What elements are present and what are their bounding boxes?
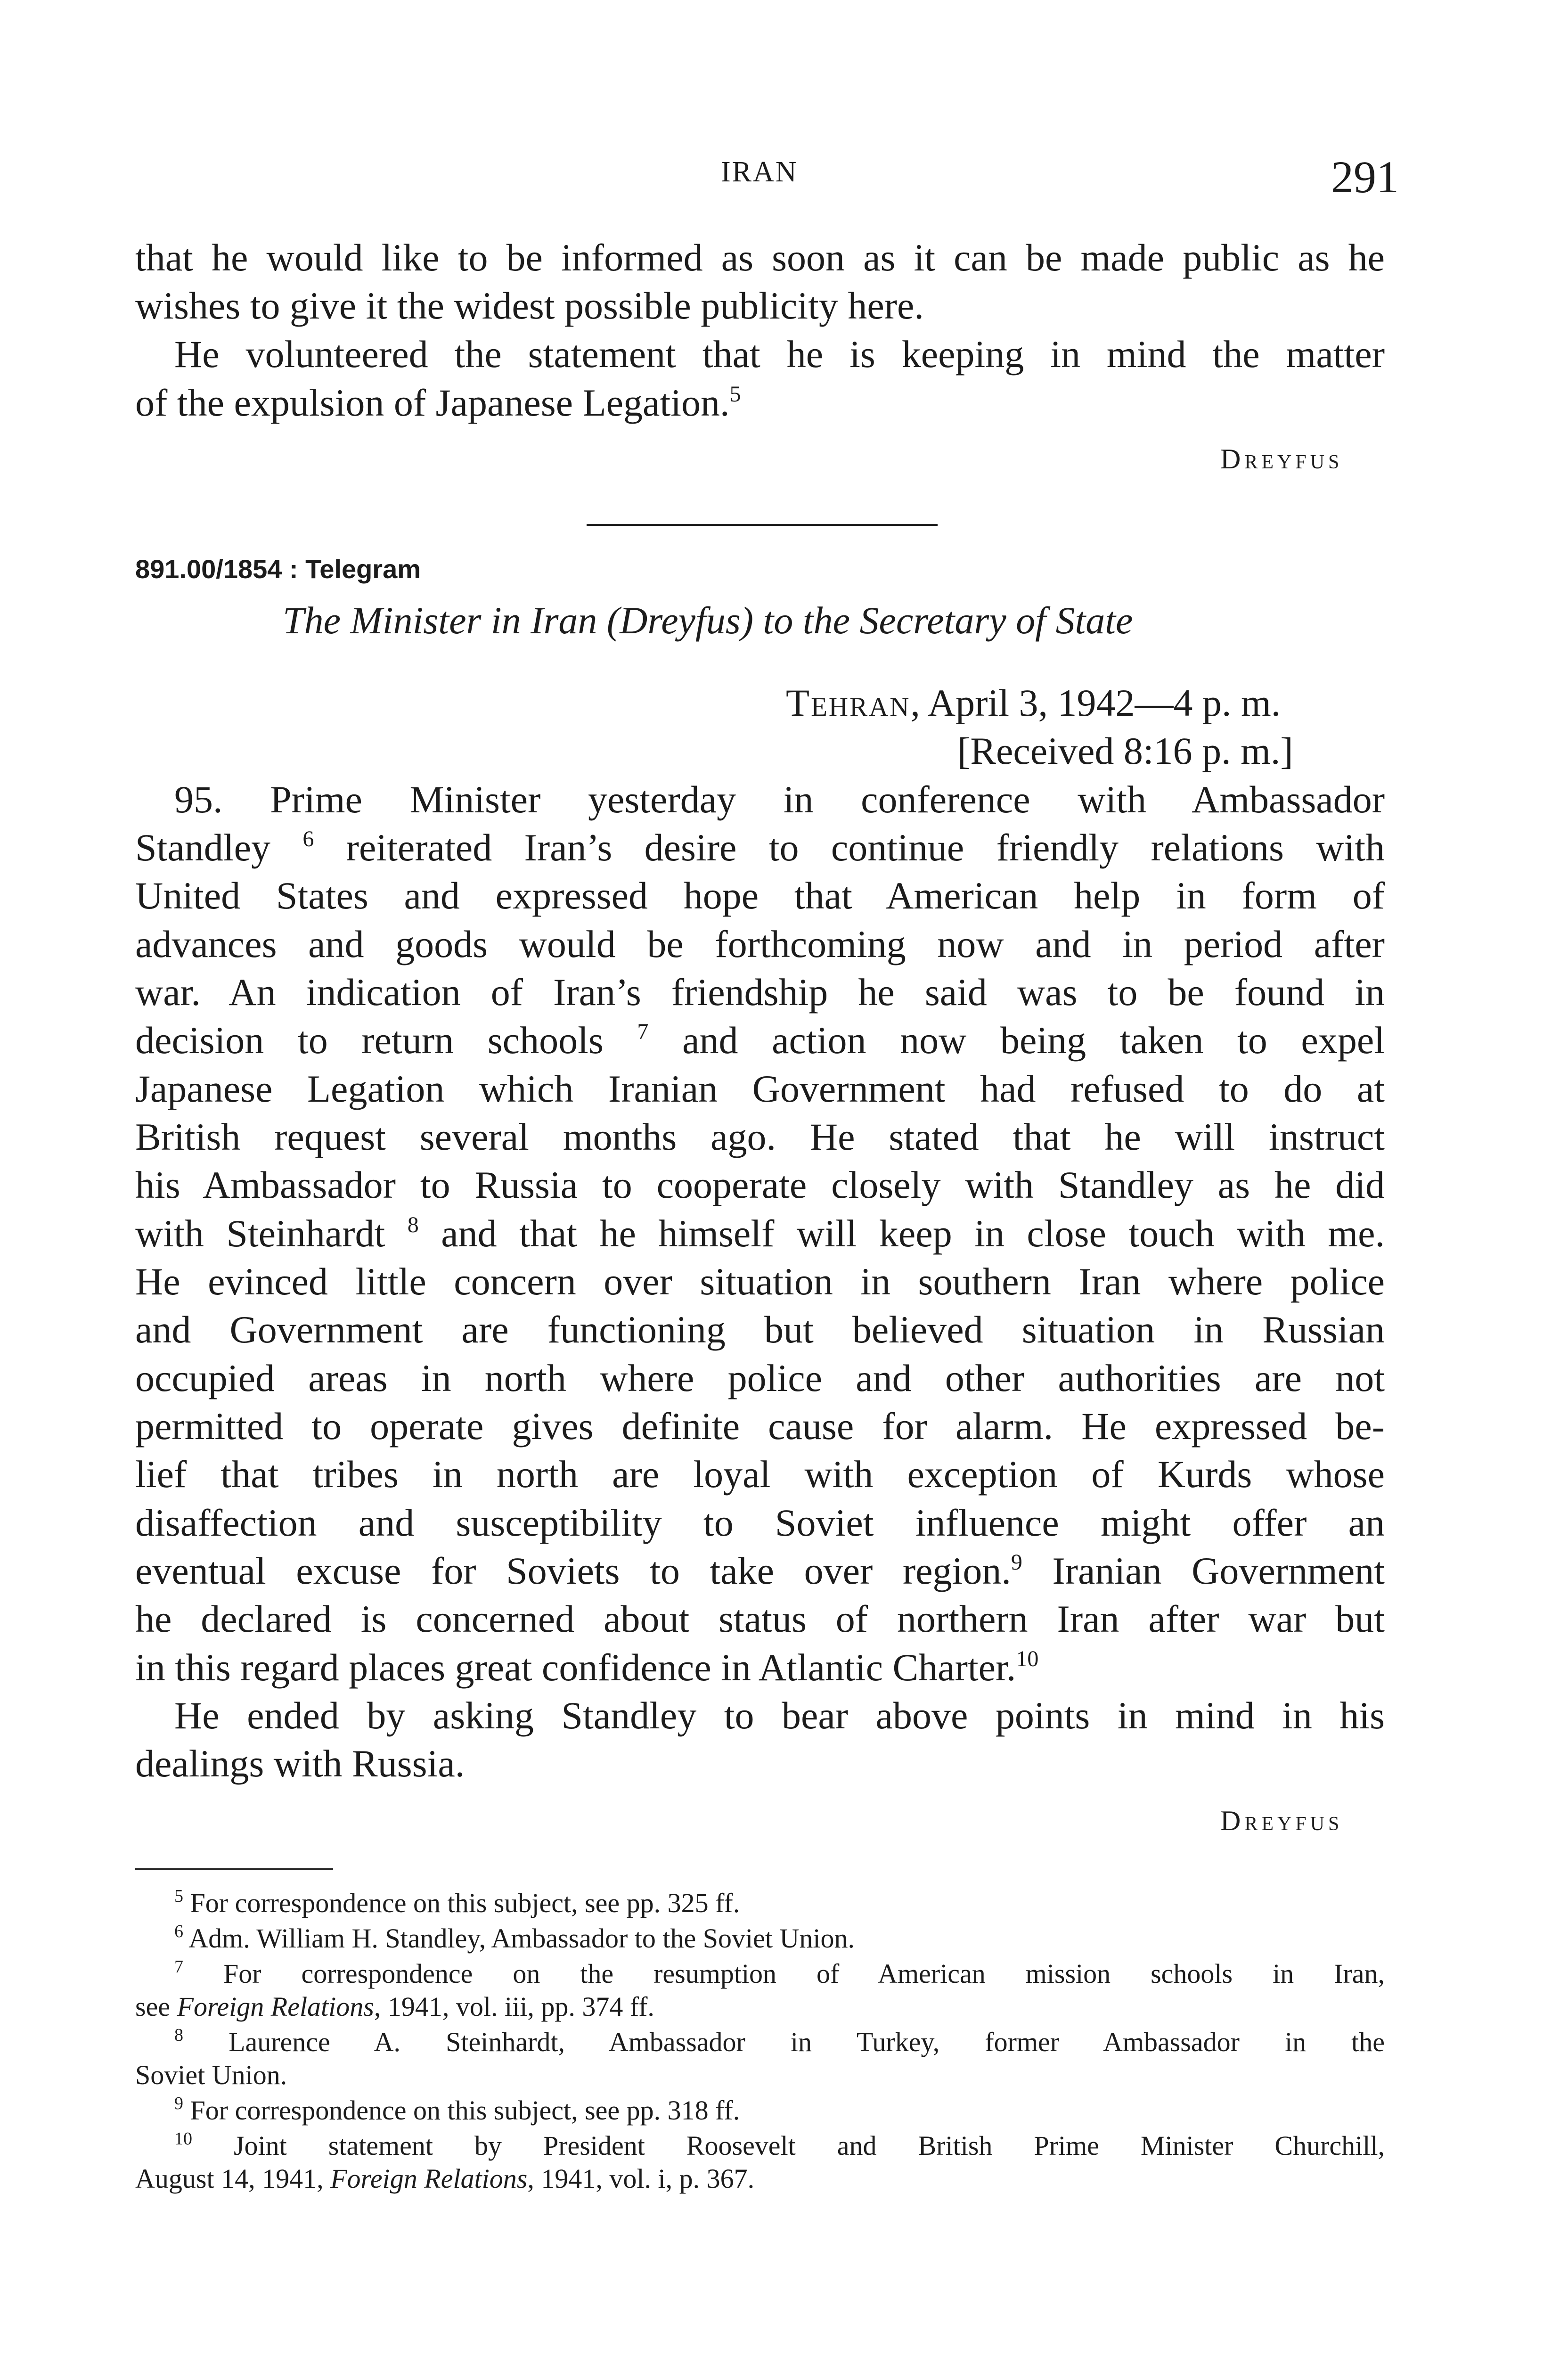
footnote-ref-9: 9 (1011, 1550, 1022, 1575)
p1-line-15: lief that tribes in north are loyal with exception of Kurds whose (135, 1453, 1385, 1496)
footnote-9-text: For correspondence on this subject, see pp. 318 ff. (183, 2095, 740, 2126)
p1-line-4: advances and goods would be forthcoming now and in period after (135, 923, 1385, 965)
footnote-5 (174, 1887, 740, 1919)
intro-line-4-text: of the expulsion of Japanese Legation. (135, 381, 730, 424)
p1-line-17-b: Iranian Government (1022, 1549, 1385, 1592)
footnote-10-mark: 10 (174, 2129, 192, 2149)
footnote-8-line-1 (174, 2026, 1385, 2058)
dateline-place: Tehran (786, 681, 911, 724)
p1-line-14: permitted to operate gives definite cause for alarm. He expressed be- (135, 1405, 1385, 1448)
footnote-ref-8: 8 (407, 1212, 419, 1237)
dateline-date: , April 3, 1942—4 p. m. (910, 681, 1281, 724)
p1-line-8: British request several months ago. He stated that he will instruct (135, 1115, 1385, 1158)
running-head: IRAN (721, 156, 798, 188)
footnote-9-mark: 9 (174, 2094, 183, 2113)
p1-line-16: disaffection and susceptibility to Soviet influence might offer an (135, 1501, 1385, 1544)
footnote-7-italic: Foreign Relations (177, 1991, 374, 2022)
p1-line-6-a: decision to return schools (135, 1019, 637, 1062)
footnote-8-mark: 8 (174, 2025, 183, 2045)
footnote-ref-10: 10 (1016, 1646, 1039, 1671)
intro-line-3: He volunteered the statement that he is keeping in mind the matter (174, 333, 1385, 376)
p2-line-1: He ended by asking Standley to bear above points in mind in his (174, 1694, 1385, 1737)
p1-line-3: United States and expressed hope that American help in form of (135, 874, 1385, 917)
footnote-ref-5: 5 (729, 382, 741, 407)
p1-line-6-b: and action now being taken to expel (648, 1019, 1385, 1062)
footnote-6-text: Adm. William H. Standley, Ambassador to the Soviet Union. (183, 1923, 855, 1954)
footnote-ref-6: 6 (302, 826, 314, 851)
footnote-9 (174, 2094, 740, 2126)
footnote-ref-7: 7 (637, 1019, 649, 1044)
footnote-6-mark: 6 (174, 1922, 183, 1941)
footnote-7-post: , 1941, vol. iii, pp. 374 ff. (374, 1991, 654, 2022)
footnote-10-text-1: Joint statement by President Roosevelt and British Prime Minister Churchill, (192, 2130, 1385, 2161)
dateline (786, 681, 1281, 725)
intro-line-4 (135, 381, 741, 425)
file-identifier: 891.00/1854 : Telegram (135, 554, 421, 584)
p1-line-2-b: reiterated Iran’s desire to continue friendly relations with (314, 826, 1385, 869)
p1-line-13: occupied areas in north where police and other authorities are not (135, 1357, 1385, 1399)
footnote-5-mark: 5 (174, 1886, 183, 1906)
p1-line-18: he declared is concerned about status of northern Iran after war but (135, 1597, 1385, 1640)
intro-line-2: wishes to give it the widest possible publicity here. (135, 284, 924, 327)
p1-line-2 (135, 826, 1385, 870)
p1-line-10-b: and that he himself will keep in close touch with me. (418, 1212, 1385, 1255)
p1-line-1: 95. Prime Minister yesterday in conference with Ambassador (174, 778, 1385, 821)
footnote-6 (174, 1922, 855, 1954)
footnote-10-line-1 (174, 2130, 1385, 2161)
received-line: [Received 8:16 p. m.] (957, 729, 1293, 772)
footnote-7-pre: see (135, 1991, 177, 2022)
footnote-10-pre: August 14, 1941, (135, 2163, 331, 2194)
p1-line-11: He evinced little concern over situation in southern Iran where police (135, 1260, 1385, 1303)
footnote-8-line-2: Soviet Union. (135, 2060, 287, 2090)
signature-dreyfus-2: Dreyfus (1220, 1805, 1343, 1836)
p1-line-10-a: with Steinhardt (135, 1212, 408, 1255)
p1-line-19-a: in this regard places great confidence in Atlantic Charter. (135, 1646, 1016, 1689)
p1-line-12: and Government are functioning but believed situation in Russian (135, 1308, 1385, 1351)
page-number: 291 (1331, 152, 1399, 202)
p1-line-6 (135, 1018, 1385, 1063)
document-title: The Minister in Iran (Dreyfus) to the Secretary of State (283, 599, 1133, 642)
footnote-5-text: For correspondence on this subject, see pp. 325 ff. (183, 1888, 740, 1918)
footnote-8-text-1: Laurence A. Steinhardt, Ambassador in Turkey, former Ambassador in the (183, 2027, 1385, 2057)
intro-line-1: that he would like to be informed as soon as it can be made public as he (135, 236, 1385, 279)
p1-line-19 (135, 1645, 1038, 1690)
p1-line-9: his Ambassador to Russia to cooperate closely with Standley as he did (135, 1163, 1385, 1206)
footnote-7-line-1 (174, 1958, 1385, 1989)
footnote-7-text-1: For correspondence on the resumption of American mission schools in Iran, (183, 1958, 1385, 1989)
section-divider (587, 524, 938, 526)
p1-line-7: Japanese Legation which Iranian Government had refused to do at (135, 1067, 1385, 1110)
p1-line-10 (135, 1211, 1385, 1256)
footnote-7-mark: 7 (174, 1957, 183, 1977)
signature-dreyfus-1: Dreyfus (1220, 443, 1343, 474)
p1-line-17 (135, 1549, 1385, 1593)
p2-line-2: dealings with Russia. (135, 1742, 465, 1785)
p1-line-17-a: eventual excuse for Soviets to take over region. (135, 1549, 1011, 1592)
footnote-10-post: , 1941, vol. i, p. 367. (527, 2163, 755, 2194)
footnote-10-italic: Foreign Relations (330, 2163, 528, 2194)
p1-line-2-a: Standley (135, 826, 303, 869)
footnote-rule (135, 1868, 333, 1870)
footnote-10-line-2 (135, 2163, 754, 2194)
p1-line-5: war. An indication of Iran’s friendship he said was to be found in (135, 971, 1385, 1014)
footnote-7-line-2 (135, 1991, 654, 2022)
